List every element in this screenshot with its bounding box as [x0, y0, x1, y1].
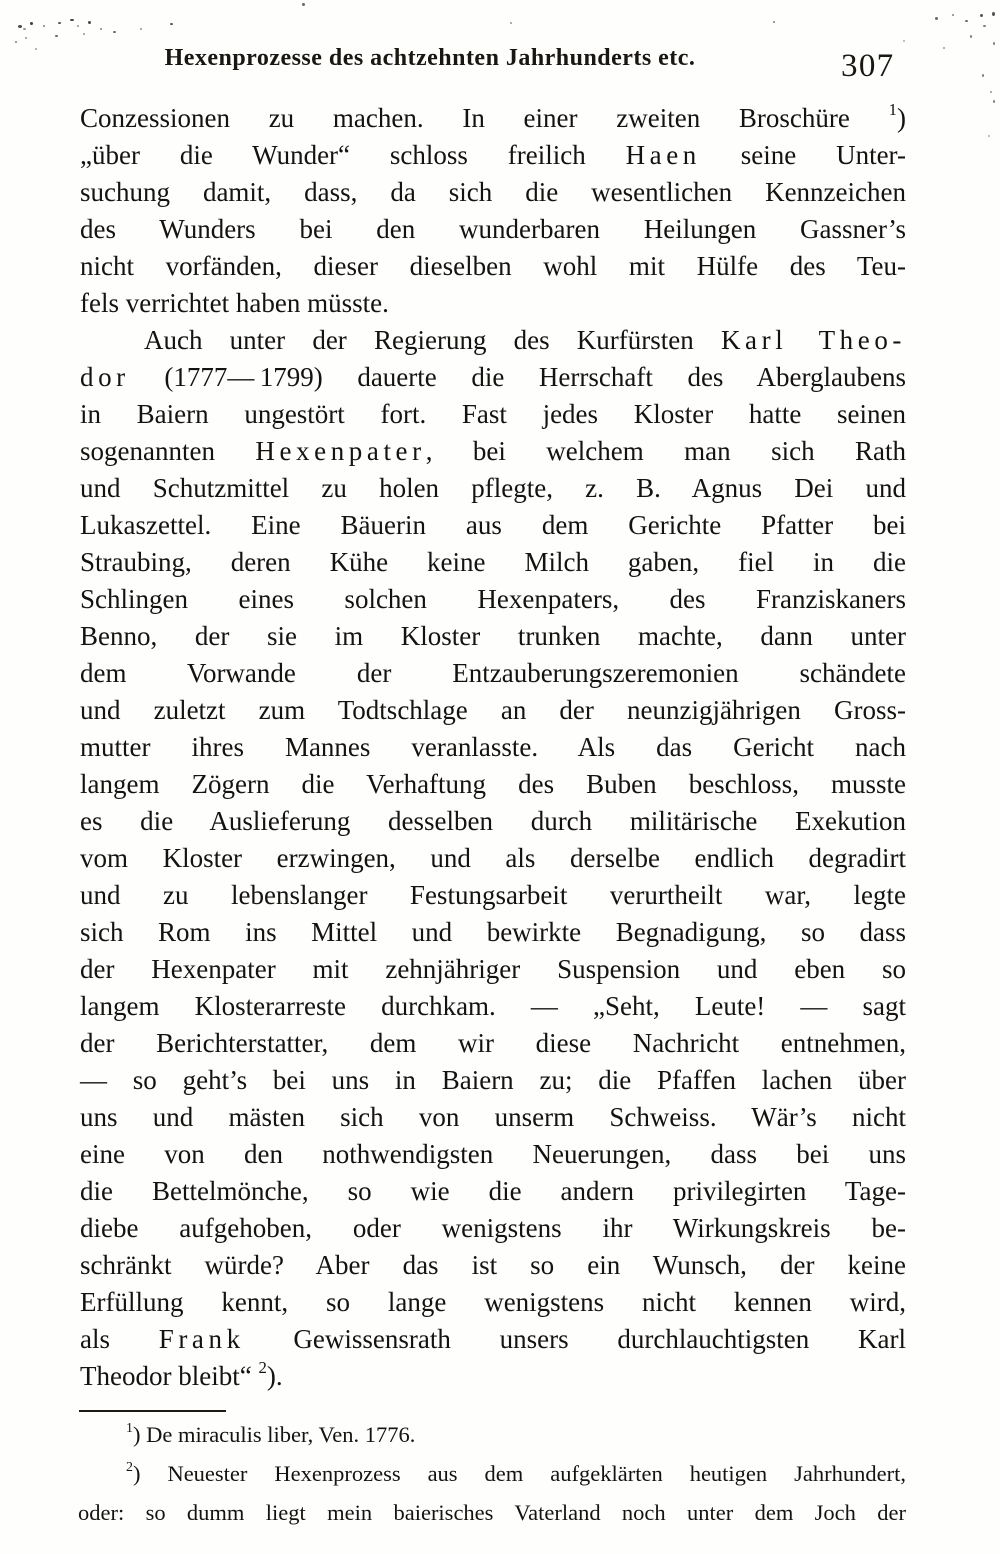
scan-speck [77, 25, 79, 27]
text-line: sich Rom ins Mittel und bewirkte Begnadigung, so dass [80, 917, 906, 947]
scan-speck [935, 17, 938, 20]
spaced-name: Karl Theo- [720, 325, 907, 355]
text-line: mutter ihres Mannes veranlasste. Als das Gericht nach [80, 732, 906, 762]
text-line: eine von den nothwendigsten Neuerungen, dass bei uns [80, 1139, 906, 1169]
scan-speck [773, 21, 775, 23]
text-line: oder: so dumm liegt mein baierisches Vaterland noch unter dem Joch der [78, 1500, 906, 1525]
text-line: und zu lebenslanger Festungsarbeit verurtheilt war, legte [80, 880, 906, 910]
text-line: nicht vorfänden, dieser dieselben wohl mit Hülfe des Teu- [80, 251, 906, 281]
text-line: Auch unter der Regierung des Kurfürsten Karl Theo- [144, 325, 907, 355]
text-line: $^1$) De miraculis liber, Ven. 1776. [126, 1420, 416, 1447]
text-line: $^2$) Neuester Hexenprozess aus dem aufgeklärten heutigen Jahrhundert, [126, 1459, 906, 1486]
scan-speck [510, 22, 512, 24]
text-line: Erfüllung kennt, so lange wenigstens nicht kennen wird, [80, 1287, 906, 1317]
scan-speck [43, 25, 45, 27]
scan-speck [23, 28, 26, 30]
footnote-marker: 1 [888, 100, 897, 119]
scan-speck [30, 22, 33, 25]
scan-speck [25, 37, 27, 39]
text-line: dem Vorwande der Entzauberungszeremonien schändete [80, 658, 906, 688]
footnote-marker: 2 [126, 1459, 133, 1475]
footnote-marker: 2 [258, 1358, 267, 1377]
text-line: die Bettelmönche, so wie die andern privilegirten Tage- [80, 1176, 906, 1206]
text-line: der Hexenpater mit zehnjähriger Suspension und eben so [80, 954, 906, 984]
footnote-marker: 1 [126, 1420, 133, 1436]
text-line: fels verrichtet haben müsste. [80, 288, 389, 318]
body-text [80, 100, 906, 1395]
scan-speck [70, 19, 74, 21]
scan-speck [982, 74, 984, 77]
text-line: dor (1777— 1799) dauerte die Herrschaft des Aberglaubens [80, 362, 906, 392]
scan-speck [58, 22, 61, 24]
paragraph [80, 322, 906, 1395]
scan-speck [992, 12, 995, 16]
spaced-name: dor [80, 362, 130, 392]
text-line: des Wunders bei den wunderbaren Heilungen Gassner’s [80, 214, 906, 244]
scan-speck [993, 100, 995, 103]
paragraph [78, 1454, 906, 1532]
spaced-name: Haen [625, 140, 701, 170]
scan-speck [35, 48, 37, 50]
text-line: vom Kloster erzwingen, und als derselbe endlich degradirt [80, 843, 906, 873]
text-line: diebe aufgehoben, oder wenigstens ihr Wirkungskreis be- [80, 1213, 906, 1243]
text-line: und Schutzmittel zu holen pflegte, z. B. Agnus Dei und [80, 473, 906, 503]
text-line: langem Klosterarreste durchkam. — „Seht, Leute! — sagt [80, 991, 906, 1021]
scan-speck [952, 14, 954, 16]
text-line: Straubing, deren Kühe keine Milch gaben, fiel in die [80, 547, 906, 577]
scan-speck [970, 35, 972, 38]
scan-speck [113, 31, 116, 33]
text-line: uns und mästen sich von unserm Schweiss. Wär’s nicht [80, 1102, 906, 1132]
scan-speck [988, 135, 990, 137]
text-line: in Baiern ungestört fort. Fast jedes Kloster hatte seinen [80, 399, 906, 429]
scan-speck [15, 41, 17, 43]
page-number: 307 [841, 48, 895, 84]
scan-speck [983, 25, 986, 27]
text-line: der Berichterstatter, dem wir diese Nachricht entnehmen, [80, 1028, 906, 1058]
scan-speck [83, 33, 85, 35]
text-line: „über die Wunder“ schloss freilich Haen seine Unter- [80, 140, 907, 170]
text-line: Theodor bleibt“ $^2$). [80, 1358, 283, 1391]
scan-speck [993, 42, 995, 45]
text-line: langem Zögern die Verhaftung des Buben beschloss, musste [80, 769, 906, 799]
text-line: Lukaszettel. Eine Bäuerin aus dem Gerichte Pfatter bei [80, 510, 906, 540]
footnote-rule [79, 1410, 226, 1412]
scan-speck [302, 3, 305, 6]
scan-speck [903, 40, 905, 42]
text-line: suchung damit, dass, da sich die wesentlichen Kennzeichen [80, 177, 906, 207]
text-line: Schlingen eines solchen Hexenpaters, des Franziskaners [80, 584, 906, 614]
spaced-name: Frank [158, 1324, 245, 1354]
scan-speck [55, 35, 58, 37]
running-head-title: Hexenprozesse des achtzehnten Jahrhunderts etc. [164, 45, 696, 71]
scan-speck [18, 25, 22, 28]
text-line: Benno, der sie im Kloster trunken machte, dann unter [80, 621, 906, 651]
footnotes [78, 1415, 906, 1532]
text-line: als Frank Gewissensrath unsers durchlauchtigsten Karl [80, 1324, 906, 1354]
text-line: es die Auslieferung desselben durch militärische Exekution [80, 806, 906, 836]
text-line: Conzessionen zu machen. In einer zweiten Broschüre $^1$) [80, 100, 906, 133]
scan-speck [88, 21, 91, 24]
scan-speck [170, 23, 173, 25]
scan-speck [990, 91, 992, 93]
spaced-name: Hexenpater [255, 436, 426, 466]
paragraph [80, 100, 906, 322]
scan-speck [100, 28, 102, 30]
scan-speck [140, 28, 142, 30]
text-line: — so geht’s bei uns in Baiern zu; die Pfaffen lachen über [80, 1065, 906, 1095]
scan-speck [980, 14, 983, 17]
text-line: und zuletzt zum Todtschlage an der neunzigjährigen Gross- [80, 695, 906, 725]
scan-speck [943, 47, 945, 49]
text-line: schränkt würde? Aber das ist so ein Wunsch, der keine [80, 1250, 906, 1280]
text-line: sogenannten Hexenpater, bei welchem man sich Rath [80, 436, 906, 466]
scan-speck [965, 20, 968, 22]
paragraph [78, 1415, 906, 1454]
